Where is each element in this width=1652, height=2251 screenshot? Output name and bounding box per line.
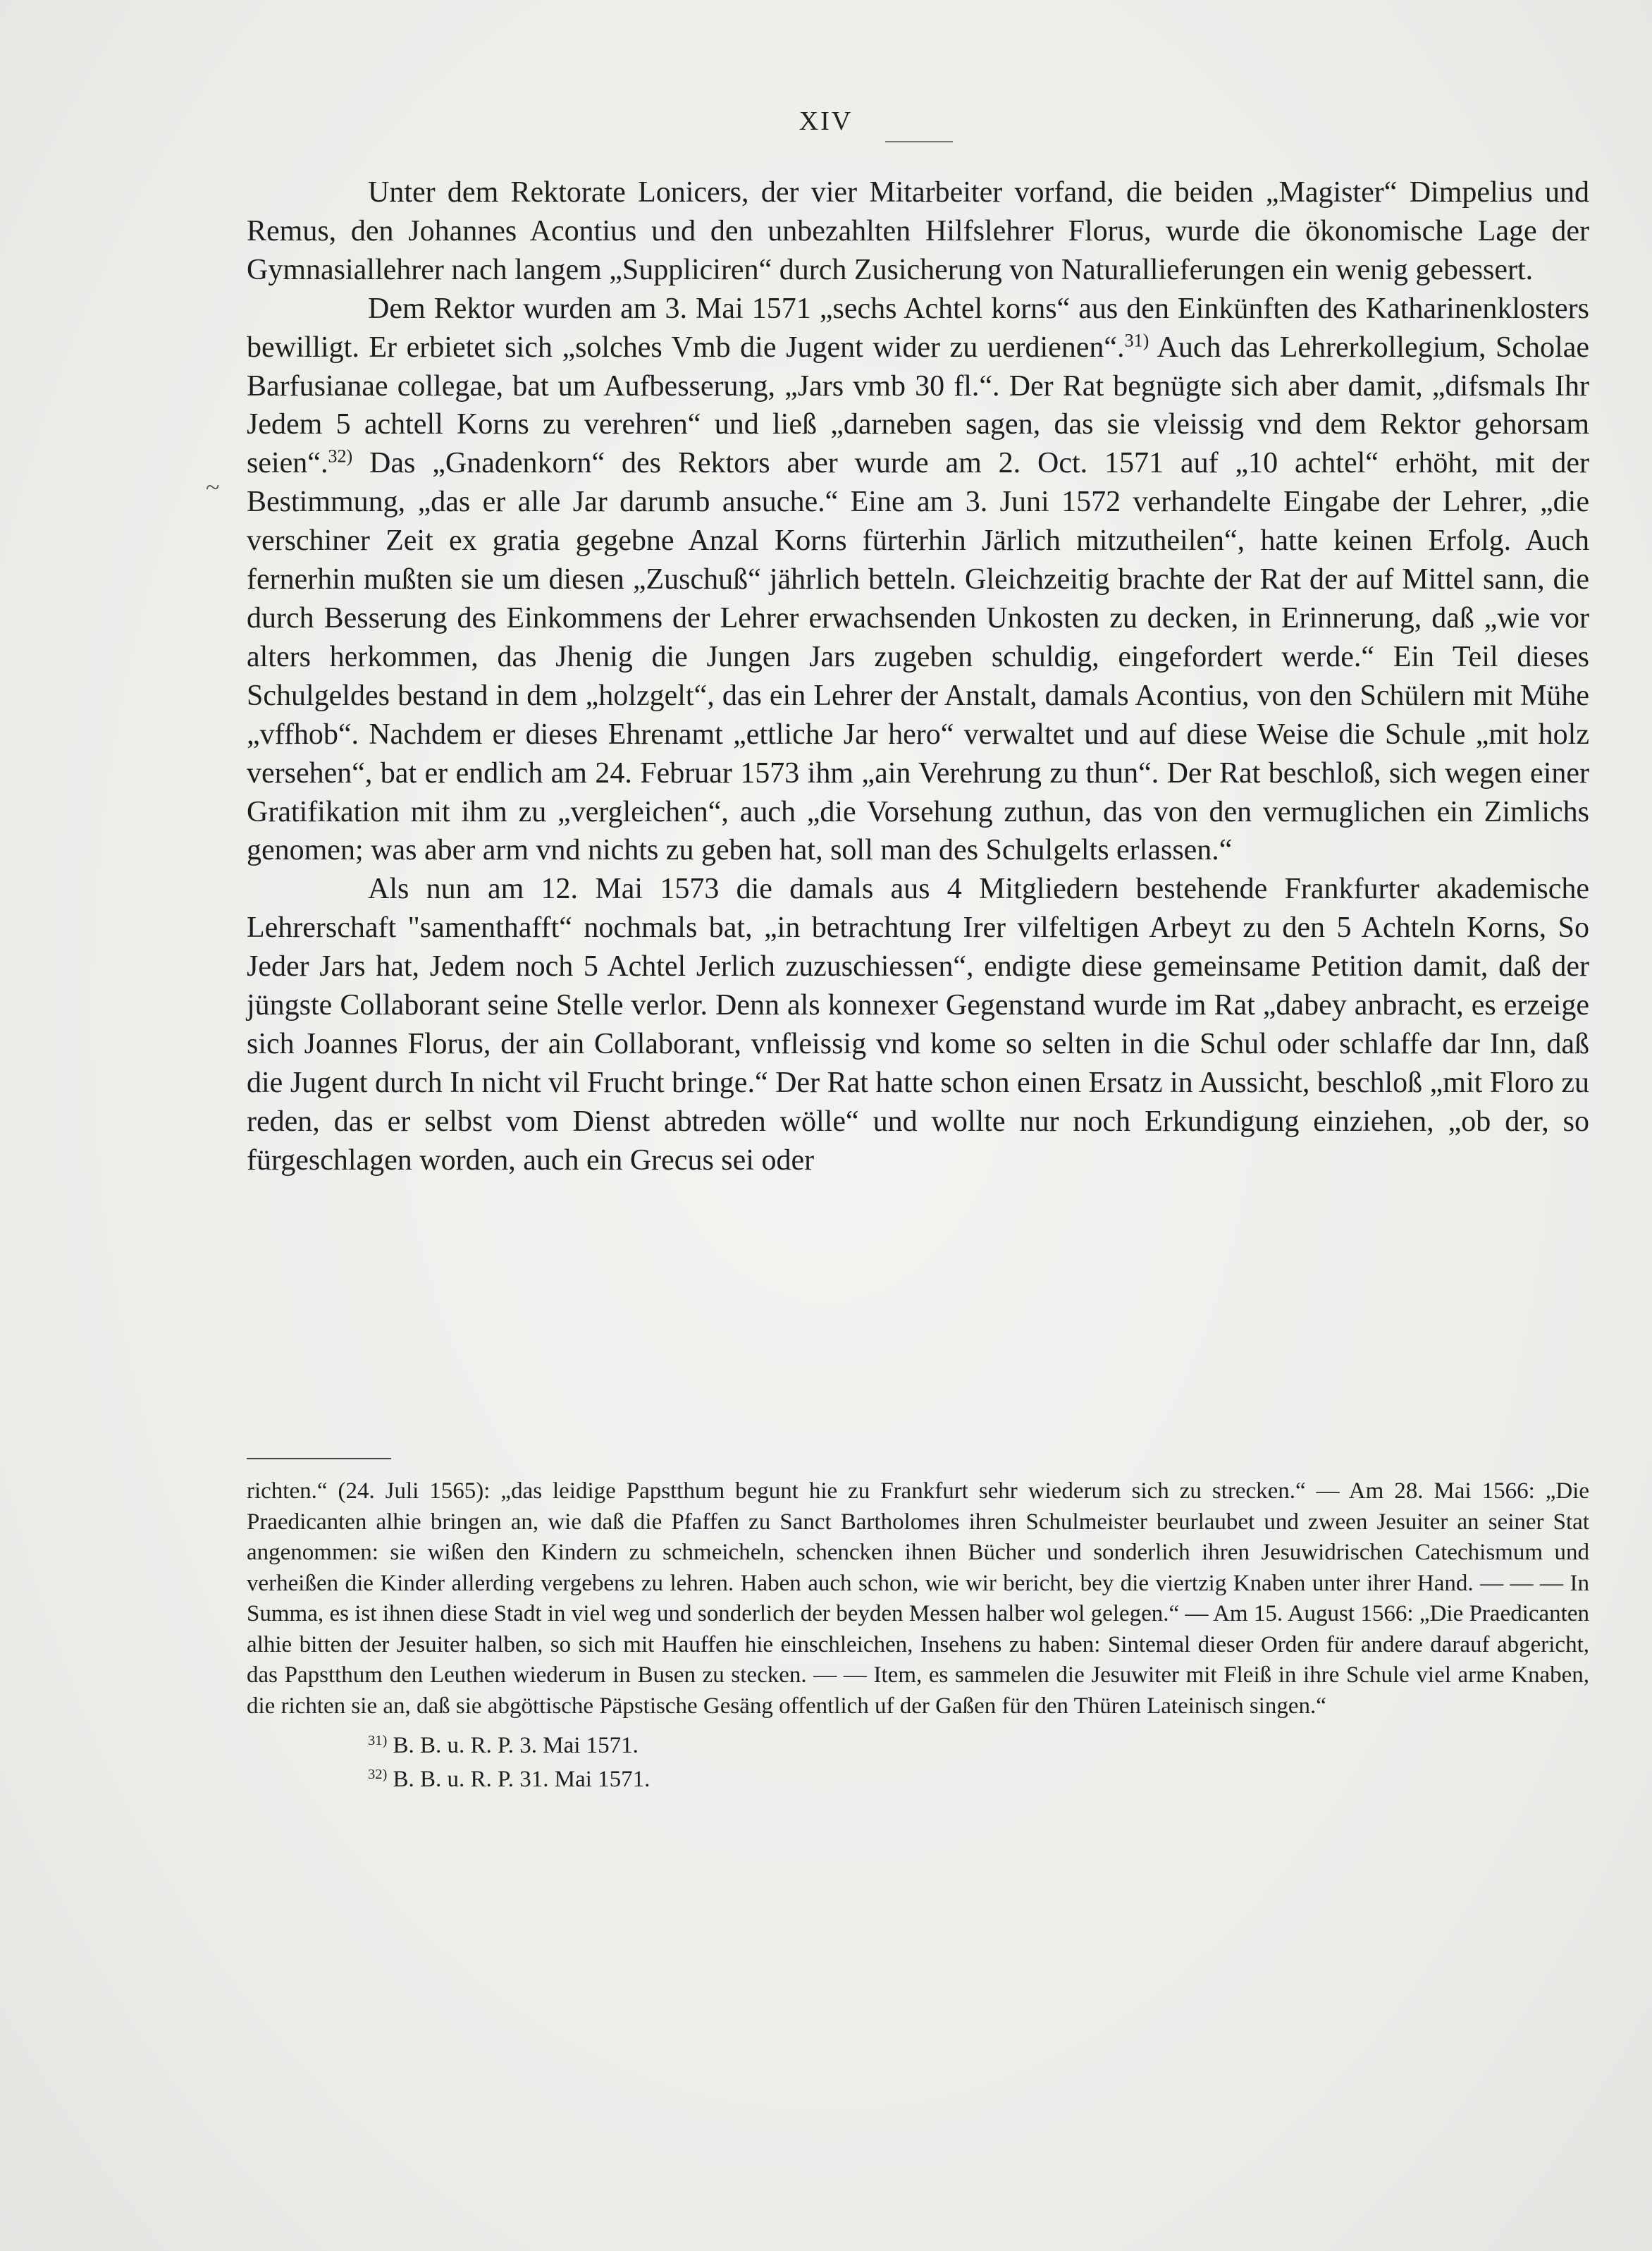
footnotes [247,1476,1589,1796]
footnote-rule [247,1458,391,1459]
footnote-continuation: richten.“ (24. Juli 1565): „das leidige Papstthum begunt hie zu Frankfurt sehr wiederum sich zu strecken.“ — Am 28. Mai 1566: „Die Praedicanten alhie bringen an, wie daß die Pfaffen zu Sanct Bartholomes ihren Schulmeister beurlaubet und zween Jesuiter an seiner Stat angenommen: sie wißen den Kindern zu schmeicheln, schencken ihnen Bücher und sonderlich ihren Jesuwidrischen Catechismum und verheißen die Kinder allerding vergebens zu lehren. Haben auch schon, wie wir bericht, bey die viertzig Knaben unter ihrer Hand. — — — In Summa, es ist ihnen diese Stadt in viel weg und sonderlich der beyden Messen halber wol gelegen.“ — Am 15. August 1566: „Die Praedicanten alhie bitten der Jesuiter halben, so sich mit Hauffen hie einschleichen, Insehens zu haben: Sintemal dieser Orden für andere darauf abgericht, das Papstthum den Leuthen wiederum in Busen zu stecken. — — Item, es sammelen die Jesuwiter mit Fleiß in ihre Schule viel arme Knaben, die richten sie an, daß sie abgöttische Päpstische Gesäng offentlich uf der Gaßen für den Thüren Lateinisch singen.“ [247,1478,1589,1719]
paragraph-2-part-b: Auch das Lehrerkollegium, Scholae Barfusianae collegae, bat um Aufbesserung, „Jars vmb 30 fl.“. Der Rat begnügte sich aber damit, „difsmals Ihr Jedem 5 achtell Korns zu verehren“ und ließ „darneben sagen, das sie vleissig vnd dem Rektor gehorsam seien“. [247,331,1590,480]
paragraph-2 [247,290,1589,871]
footnote-31-text: B. B. u. R. P. 3. Mai 1571. [387,1733,639,1758]
paragraph-2-part-c: Das „Gnadenkorn“ des Rektors aber wurde am 2. Oct. 1571 auf „10 achtel“ erhöht, mit der Bestimmung, „das er alle Jar darumb ansuche.“ Eine am 3. Juni 1572 verhandelte Eingabe der Lehrer, „die verschiner Zeit ex gratia gegebne Anzal Korns fürterhin Järlich mitzutheilen“, hatte keinen Erfolg. Auch fernerhin mußten sie um diesen „Zuschuß“ jährlich betteln. Gleichzeitig brachte der Rat der auf Mittel sann, die durch Besserung des Einkommens der Lehrer erwachsenden Unkosten zu decken, in Erinnerung, daß „wie vor alters herkommen, das Jhenig die Jungen Jars zugeben schuldig, eingefordert werde.“ Ein Teil dieses Schulgeldes bestand in dem „holzgelt“, das ein Lehrer der Anstalt, damals Acontius, von den Schülern mit Mühe „vffhob“. Nachdem er dieses Ehrenamt „ettliche Jar hero“ verwaltet und auf diese Weise die Schule „mit holz versehen“, bat er endlich am 24. Februar 1573 ihm „ain Verehrung zu thun“. Der Rat beschloß, sich wegen einer Gratifikation mit ihm zu „vergleichen“, auch „die Vorsehung zuthun, das von den vermuglichen ein Zimlichs genomen; was aber arm vnd nichts zu geben hat, soll man des Schulgelts erlassen.“ [247,447,1589,867]
paragraph-1: Unter dem Rektorate Lonicers, der vier Mitarbeiter vorfand, die beiden „Magister“ Dimpelius und Remus, den Johannes Acontius und den unbezahlten Hilfslehrer Florus, wurde die ökonomische Lage der Gymnasiallehrer nach langem „Suppliciren“ durch Zusicherung von Naturallieferungen ein wenig gebessert. [247,176,1589,286]
footnote-32-number: 32) [368,1766,388,1782]
footnote-references [247,1729,1589,1796]
page-number: XIV [799,106,853,136]
paragraph-3: Als nun am 12. Mai 1573 die damals aus 4 Mitgliedern bestehende Frankfurter akademische Lehrerschaft "samenthafft“ nochmals bat, „in betrachtung Irer vilfeltigen Arbeyt zu den 5 Achteln Korns, So Jeder Jars hat, Jedem noch 5 Achtel Jerlich zuzuschiessen“, endigte diese gemeinsame Petition damit, daß der jüngste Collaborant seine Stelle verlor. Denn als konnexer Gegenstand wurde im Rat „dabey anbracht, es erzeige sich Joannes Florus, der ain Collaborant, vnfleissig vnd kome so selten in die Schul oder schlaffe dar Inn, daß die Jugent durch In nicht vil Frucht bringe.“ Der Rat hatte schon einen Ersatz in Aussicht, beschloß „mit Floro zu reden, das er selbst vom Dienst abtreden wölle“ und wollte nur noch Erkundigung einziehen, „ob der, so fürgeschlagen worden, auch ein Grecus sei oder [247,873,1589,1177]
footnote-32 [368,1762,1589,1796]
footnote-ref-31: 31) [1124,330,1149,351]
footnote-31-number: 31) [368,1732,388,1748]
footnote-31 [368,1729,1589,1762]
page-number-rule [885,141,953,142]
margin-mark: ~ [206,473,220,501]
footnote-32-text: B. B. u. R. P. 31. Mai 1571. [387,1767,651,1792]
footnote-ref-32: 32) [328,446,353,467]
paragraph-2-part-a: Dem Rektor wurden am 3. Mai 1571 „sechs Achtel korns“ aus den Einkünften des Katharinenklosters bewilligt. Er erbietet sich „solches Vmb die Jugent wider zu uerdienen“. [247,292,1589,364]
main-text [247,173,1589,1180]
